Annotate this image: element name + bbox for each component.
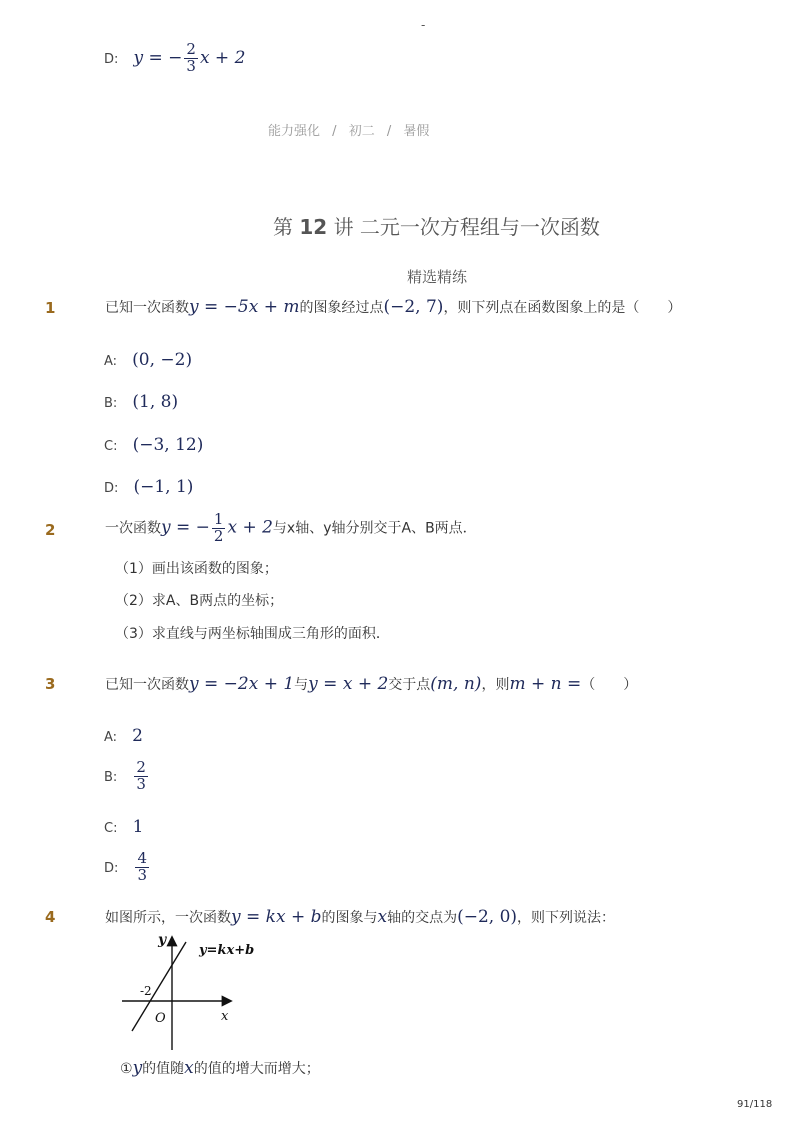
- option-label: D:: [104, 860, 119, 876]
- math: (−2, 0): [457, 907, 518, 927]
- section-heading: 精选精练: [407, 268, 468, 286]
- q1-option-a[interactable]: [104, 350, 192, 370]
- option-label: B:: [104, 769, 118, 785]
- text: 的图象与: [321, 910, 378, 926]
- breadcrumb-term: 暑假: [403, 124, 430, 139]
- q2-subquestion-3: （3）求直线与两坐标轴围成三角形的面积．: [115, 626, 390, 642]
- page-title: [273, 211, 600, 240]
- option-value: 1: [132, 817, 144, 837]
- fraction: [184, 42, 198, 75]
- text: 的值的增大而增大；: [193, 1061, 320, 1077]
- math: m + n =: [509, 674, 582, 694]
- math: y: [132, 1058, 143, 1078]
- q1-option-d[interactable]: [104, 477, 193, 497]
- q3-option-c[interactable]: [104, 817, 143, 837]
- option-label: C:: [104, 439, 118, 454]
- text: 已知一次函数: [105, 677, 189, 693]
- text: 与: [294, 677, 309, 693]
- question-number: 4: [45, 908, 56, 926]
- text: ，则下列说法：: [517, 910, 616, 926]
- fraction: [134, 760, 148, 793]
- option-value: (−3, 12): [132, 435, 204, 455]
- top-mark: -: [421, 18, 426, 32]
- q3-option-d[interactable]: [104, 851, 151, 884]
- q3-option-b[interactable]: [104, 760, 150, 793]
- math: x: [184, 1058, 194, 1078]
- option-eq-right: x + 2: [199, 47, 246, 68]
- question-1-text: [105, 297, 681, 317]
- math: y = kx + b: [231, 907, 322, 927]
- intercept-label: -2: [140, 984, 152, 998]
- option-value: 2: [132, 726, 143, 746]
- text: 一次函数: [105, 520, 161, 537]
- option-label: B:: [104, 396, 118, 411]
- text: 的值随: [142, 1061, 185, 1077]
- header-breadcrumb: [268, 120, 429, 139]
- text: （ ）: [581, 677, 638, 693]
- q4-graph-figure: [118, 928, 258, 1056]
- math: x: [377, 907, 388, 927]
- fraction-numerator: 1: [213, 510, 224, 528]
- text: ①: [120, 1061, 133, 1077]
- text: 与x轴、y轴分别交于A、B两点．: [272, 520, 477, 537]
- breadcrumb-level: 能力强化: [268, 124, 321, 139]
- question-4-text: [105, 907, 615, 927]
- text: 如图所示，一次函数: [105, 910, 231, 926]
- text: 已知一次函数: [105, 300, 189, 316]
- option-label: A:: [104, 354, 118, 369]
- title-prefix: 第: [273, 215, 293, 239]
- question-3-text: [105, 674, 637, 694]
- text: ，则下列点在函数图象上的是（ ）: [443, 300, 682, 316]
- option-value: (1, 8): [132, 392, 179, 412]
- option-eq-left: y = −: [133, 47, 183, 68]
- math: y = −2x + 1: [189, 674, 295, 694]
- math: (m, n): [430, 674, 482, 694]
- option-label: C:: [104, 821, 118, 836]
- line-equation-label: y=kx+b: [199, 943, 255, 958]
- page-number: 91/118: [737, 1099, 773, 1110]
- title-number: 12: [299, 215, 328, 239]
- fraction-numerator: 2: [186, 40, 196, 58]
- math: y = −5x + m: [189, 297, 300, 317]
- question-number: 2: [45, 521, 56, 539]
- option-label: D:: [104, 481, 119, 496]
- option-label: A:: [104, 730, 118, 745]
- q1-option-c[interactable]: [104, 435, 203, 455]
- origin-label: O: [155, 1011, 166, 1026]
- question-number: 1: [45, 299, 56, 317]
- q2-subquestion-1: （1）画出该函数的图象；: [115, 561, 278, 577]
- math: x + 2: [227, 517, 273, 538]
- x-axis-label: x: [221, 1009, 229, 1024]
- fraction-denominator: 3: [136, 774, 146, 793]
- text: 轴的交点为: [387, 910, 458, 926]
- breadcrumb-separator: /: [386, 124, 392, 139]
- question-number: 3: [45, 675, 56, 693]
- option-value: (−1, 1): [133, 477, 194, 497]
- fraction-numerator: 4: [137, 849, 148, 867]
- q1-option-b[interactable]: [104, 392, 178, 412]
- option-label: D:: [104, 51, 119, 67]
- q3-option-a[interactable]: [104, 726, 143, 746]
- text: 交于点: [388, 677, 431, 693]
- fraction: [135, 851, 149, 884]
- text: 的图象经过点: [299, 300, 384, 316]
- fraction-numerator: 2: [136, 758, 146, 776]
- fraction-denominator: 3: [137, 865, 148, 884]
- fraction: [212, 512, 226, 545]
- prev-option-d: [104, 42, 245, 75]
- q4-statement-1: [120, 1058, 320, 1078]
- breadcrumb-grade: 初二: [348, 124, 375, 139]
- y-axis-label: y: [158, 932, 167, 948]
- option-value: (0, −2): [132, 350, 193, 370]
- math: (−2, 7): [383, 297, 444, 317]
- question-2-text: [105, 512, 477, 545]
- title-text: 讲 二元一次方程组与一次函数: [333, 215, 600, 239]
- fraction-denominator: 3: [186, 56, 196, 75]
- math: y = −: [161, 517, 210, 538]
- math: y = x + 2: [308, 674, 389, 694]
- text: ，则: [481, 677, 510, 693]
- q2-subquestion-2: （2）求A、B两点的坐标；: [115, 593, 284, 609]
- breadcrumb-separator: /: [332, 124, 337, 139]
- fraction-denominator: 2: [213, 526, 224, 545]
